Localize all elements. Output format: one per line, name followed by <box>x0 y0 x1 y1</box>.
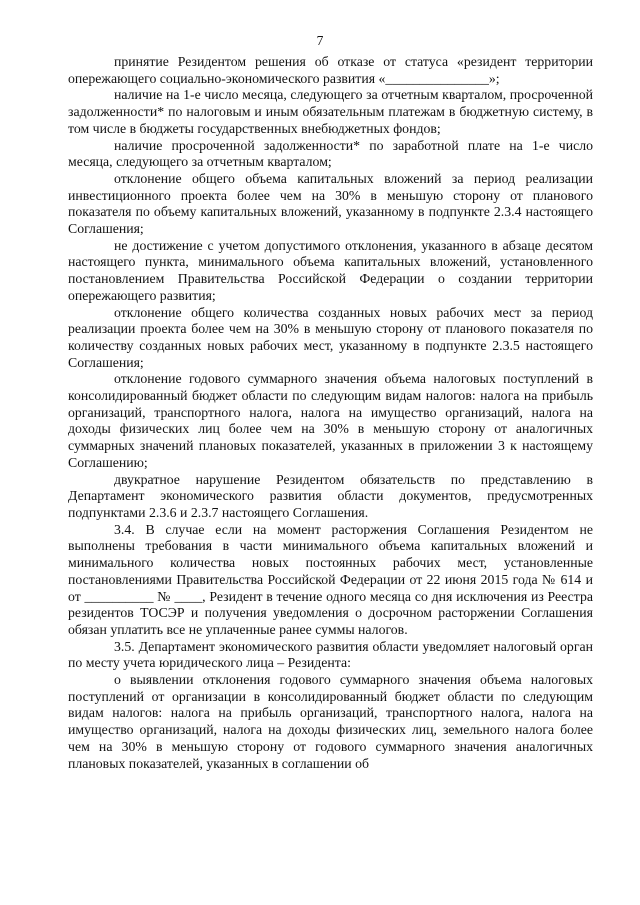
paragraph-jobs-deviation: отклонение общего количества созданных новых рабочих мест за период реализации проекта более чем на 30% в меньшую сторону от планового показателя по количеству созданных новых рабочих мест, указанному в подпункте 2.3.5 настоящего Соглашения; <box>68 304 593 370</box>
paragraph-reporting-violation: двукратное нарушение Резидентом обязательств по представлению в Департамент экономического развития области документов, предусмотренных подпунктами 2.3.6 и 2.3.7 настоящего Соглашения. <box>68 471 593 520</box>
paragraph-tax-deviation-notice: о выявлении отклонения годового суммарного значения объема налоговых поступлений от организации в консолидированный бюджет области по следующим видам налогов: налога на прибыль организаций, транспортного налога, налога на имущество организаций, налога на доходы физических лиц, земельного налога более чем на 30% в меньшую сторону от годового суммарного значения аналогичных плановых показателей, указанных в соглашении об <box>68 672 593 771</box>
paragraph-minimum-investment-not-reached: не достижение с учетом допустимого отклонения, указанного в абзаце десятом настоящего пункта, минимального объема капитальных вложений, установленного постановлением Правительства Российской Федерации о создании территории опережающего развития; <box>68 237 593 303</box>
paragraph-clause-3-5: 3.5. Департамент экономического развития области уведомляет налоговый орган по месту учета юридического лица – Резидента: <box>68 638 593 671</box>
paragraph-wage-debt: наличие просроченной задолженности* по заработной плате на 1-е число месяца, следующего за отчетным кварталом; <box>68 137 593 170</box>
paragraph-capital-investment-deviation: отклонение общего объема капитальных вложений за период реализации инвестиционного проекта более чем на 30% в меньшую сторону от планового показателя по объему капитальных вложений, указанному в подпункте 2.3.4 настоящего Соглашения; <box>68 170 593 237</box>
paragraph-refusal-of-status: принятие Резидентом решения об отказе от статуса «резидент территории опережающего социально-экономического развития «_______________»; <box>68 54 593 86</box>
paragraph-tax-revenue-deviation: отклонение годового суммарного значения объема налоговых поступлений в консолидированный бюджет области по следующим видам налогов: налога на прибыль организаций, транспортного налога, налога на имущество организаций, налога на доходы физических лиц более чем на 30% в меньшую сторону от аналогичных суммарных значений плановых показателей, указанных в приложении 3 к настоящему Соглашению; <box>68 371 593 470</box>
paragraph-clause-3-4: 3.4. В случае если на момент расторжения Соглашения Резидентом не выполнены требования в части минимального объема капитальных вложений и минимального количества новых постоянных рабочих мест, установленные постановлениями Правительства Российской Федерации от 22 июня 2015 года № 614 и от __________ № ____, Резидент в течение одного месяца со дня исключения из Реестра резидентов ТОСЭР и получения уведомления о досрочном расторжении Соглашения обязан уплатить все не уплаченные ранее суммы налогов. <box>68 521 593 637</box>
page-number: 7 <box>316 33 324 48</box>
paragraph-tax-debt: наличие на 1-е число месяца, следующего за отчетным кварталом, просроченной задолженности* по налоговым и иным обязательным платежам в бюджетную систему, в том числе в бюджеты государственных внебюджетных фондов; <box>68 87 593 136</box>
document-body <box>68 54 593 772</box>
